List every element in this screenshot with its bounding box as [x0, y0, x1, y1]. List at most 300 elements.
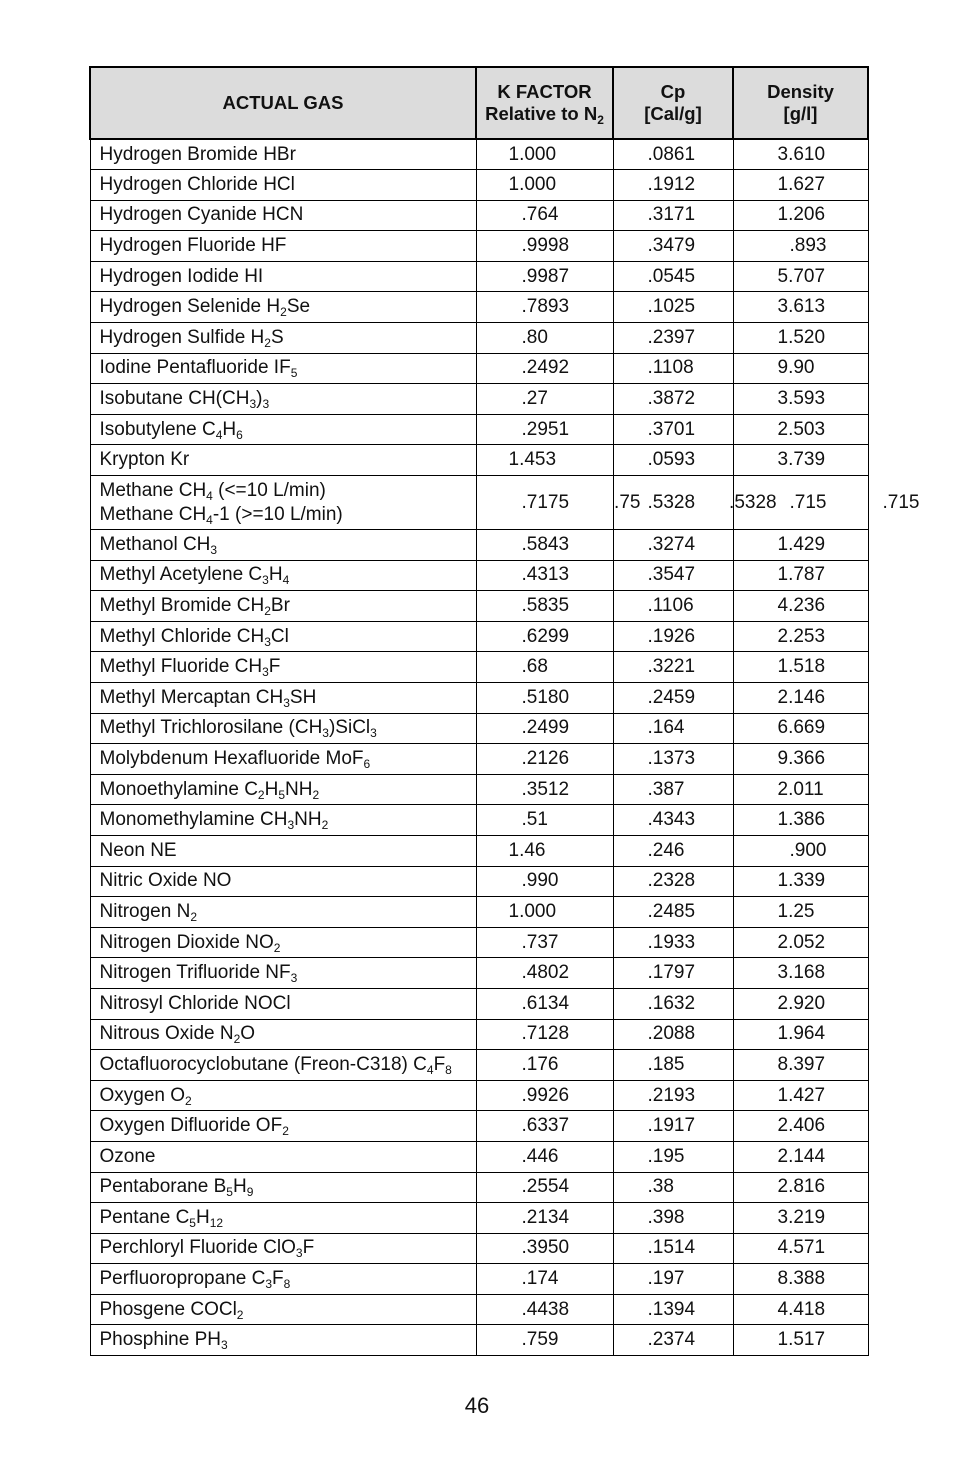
gas-name-subscript: 2 [312, 787, 320, 802]
cell-value: .900 [789, 839, 827, 861]
table-row [90, 1019, 868, 1050]
gas-name-subscript: 12 [209, 1215, 224, 1230]
cell-value: 4.236 [777, 595, 826, 617]
cell-cp [613, 323, 733, 354]
cell-gas-name [90, 988, 476, 1019]
cell-k [476, 1050, 613, 1081]
cell-gas-name [90, 200, 476, 231]
cell-value: .0545 [647, 265, 696, 287]
cell-value: 6.669 [777, 717, 826, 739]
gas-name-text: Isobutylene C [99, 418, 216, 440]
gas-name-text: Nitrogen N [99, 900, 191, 922]
cell-value: 1.386 [777, 809, 826, 831]
gas-name-subscript: 2 [257, 787, 265, 802]
gas-name-text: Cl [270, 625, 289, 647]
cell-d [733, 1019, 868, 1050]
gas-name-text: )SiCl [328, 717, 371, 739]
header-k-factor-line2: Relative to N [485, 103, 598, 124]
gas-name-subscript: 3 [322, 726, 329, 741]
cell-value: 3.610 [777, 143, 826, 165]
cell-d [733, 139, 868, 170]
cell-k [476, 897, 613, 928]
cell-cp [613, 139, 733, 170]
cell-value: 2.503 [777, 418, 826, 440]
cell-value: 1.964 [777, 1023, 826, 1045]
gas-name-subscript: 5 [226, 1185, 233, 1200]
cell-d [733, 927, 868, 958]
gas-name-text: F [272, 1268, 284, 1290]
cell-value: .5835 [521, 595, 570, 617]
gas-name-text: Methyl Bromide CH [99, 595, 265, 617]
gas-name-subscript: 9 [246, 1185, 254, 1200]
header-k-factor [476, 67, 613, 139]
cell-cp [613, 866, 733, 897]
table-row [90, 683, 868, 714]
cell-value: 2.920 [777, 992, 826, 1014]
cell-value: .6337 [521, 1115, 570, 1137]
cell-cp [613, 1019, 733, 1050]
cell-gas-name [90, 835, 476, 866]
gas-name-subscript: 3 [262, 665, 269, 680]
cell-value: 1.627 [777, 173, 826, 195]
cell-value: .246 [647, 839, 685, 861]
cell-d [733, 1325, 868, 1356]
cell-d [733, 476, 920, 530]
cell-gas-name [90, 774, 476, 805]
cell-value: .737 [521, 931, 559, 953]
gas-name-text: (<=10 L/min) [212, 479, 326, 501]
cell-cp [613, 1203, 733, 1234]
cell-gas-name [90, 1325, 476, 1356]
table-row [90, 1294, 868, 1325]
table-row [90, 560, 868, 591]
cell-value: 9.366 [777, 747, 826, 769]
header-density-line1: Density [767, 81, 834, 102]
table-row [90, 988, 868, 1019]
table-row [90, 1050, 868, 1081]
table-row [90, 621, 868, 652]
cell-gas-name [90, 1294, 476, 1325]
cell-gas-name [90, 231, 476, 262]
cell-k [476, 560, 613, 591]
cell-d [733, 805, 868, 836]
cell-gas-name [90, 261, 476, 292]
cell-gas-name [90, 139, 476, 170]
gas-name-subscript: 4 [426, 1062, 434, 1077]
table-body [90, 139, 920, 1356]
cell-cp [613, 1325, 733, 1356]
cell-d [733, 1111, 868, 1142]
gas-name-line1 [100, 479, 476, 503]
cell-k [476, 530, 613, 561]
cell-value: .4438 [521, 1298, 570, 1320]
table-row [90, 744, 868, 775]
table-row [90, 445, 868, 476]
cell-gas-name [90, 744, 476, 775]
table-header [90, 67, 868, 139]
cell-value: .68 [521, 656, 548, 678]
cell-value: .9926 [521, 1084, 570, 1106]
cell-k [476, 927, 613, 958]
cell-value: .6134 [521, 992, 570, 1014]
cell-value: .2492 [521, 357, 570, 379]
cell-d [733, 1141, 868, 1172]
gas-name-text: H [222, 418, 237, 440]
cell-k [476, 683, 613, 714]
cell-cp [613, 1172, 733, 1203]
cell-cp [613, 1264, 733, 1295]
cell-value: .1912 [647, 173, 696, 195]
gas-name-text: Hydrogen Sulfide H [99, 326, 265, 348]
cell-cp [613, 621, 733, 652]
cell-gas-name [90, 560, 476, 591]
cell-k [476, 139, 613, 170]
gas-name-subscript: 3 [262, 573, 269, 588]
gas-name-subscript: 3 [265, 1277, 273, 1292]
gas-name-subscript: 4 [282, 573, 290, 588]
cell-k [476, 1233, 613, 1264]
header-k-factor-line1: K FACTOR [497, 81, 592, 102]
cell-value: .5328 [729, 491, 777, 513]
gas-name-text: Pentaborane B [99, 1176, 227, 1198]
gas-name-text: Oxygen Difluoride OF [99, 1115, 283, 1137]
gas-name-subscript: 3 [262, 397, 270, 412]
cell-value: .7175 [521, 491, 570, 513]
cell-gas-name [90, 170, 476, 201]
gas-name-text: Monoethylamine C [99, 778, 258, 800]
cell-d [733, 652, 868, 683]
cell-k [476, 414, 613, 445]
gas-name-text: Methyl Chloride CH [99, 625, 265, 647]
table-row [90, 1264, 868, 1295]
gas-name-text: Perfluoropropane C [99, 1268, 266, 1290]
cell-d [733, 445, 868, 476]
cell-k [476, 1264, 613, 1295]
cell-value: .9998 [521, 235, 570, 257]
cell-value: 1.517 [777, 1329, 826, 1351]
gas-name-text: Hydrogen Chloride HCl [99, 173, 295, 195]
gas-name-text: Methane CH [99, 479, 207, 501]
cell-cp [613, 1141, 733, 1172]
gas-name-subscript: 5 [278, 787, 286, 802]
cell-k [476, 231, 613, 262]
cell-cp [613, 353, 733, 384]
gas-name-subscript: 3 [283, 695, 290, 710]
cell-cp [613, 384, 733, 415]
cell-value: .2554 [521, 1176, 570, 1198]
cell-k [476, 1141, 613, 1172]
cell-d [733, 744, 868, 775]
cell-value: .759 [521, 1329, 559, 1351]
cell-gas-name [90, 384, 476, 415]
cell-d [733, 292, 868, 323]
gas-name-text: NH [294, 809, 322, 831]
cell-value: .2485 [647, 900, 696, 922]
cell-value: 8.397 [777, 1053, 826, 1075]
gas-name-text: Hydrogen Bromide HBr [99, 143, 296, 165]
cell-d [733, 621, 868, 652]
cell-cp [613, 1050, 733, 1081]
cell-d [733, 683, 868, 714]
cell-gas-name [90, 1050, 476, 1081]
table-row [90, 1233, 868, 1264]
cell-value: 1.518 [777, 656, 826, 678]
gas-name-subscript: 8 [283, 1277, 291, 1292]
header-cp [613, 67, 733, 139]
gas-name-subscript: 2 [282, 1124, 289, 1139]
gas-name-text: Methyl Mercaptan CH [99, 686, 284, 708]
cell-cp [613, 231, 733, 262]
cell-k [476, 774, 613, 805]
gas-name-text: Nitrogen Trifluoride NF [99, 962, 291, 984]
cell-value: 3.613 [777, 296, 826, 318]
cell-value: .387 [647, 778, 685, 800]
gas-name-subscript: 3 [249, 397, 257, 412]
gas-properties-table [89, 66, 920, 1356]
gas-name-text: Methyl Acetylene C [99, 564, 263, 586]
table-row [90, 200, 868, 231]
gas-name-text: Hydrogen Fluoride HF [99, 235, 287, 257]
header-density [733, 67, 868, 139]
gas-name-text: Oxygen O [99, 1084, 186, 1106]
gas-name-text: Neon NE [99, 839, 177, 861]
cell-value: .1373 [647, 747, 696, 769]
gas-name-text: Ozone [99, 1145, 156, 1167]
cell-value: 1.46 [508, 839, 546, 861]
cell-cp [613, 200, 733, 231]
cell-value: .2193 [647, 1084, 696, 1106]
cell-cp [613, 560, 733, 591]
cell-gas-name [90, 1111, 476, 1142]
cell-cp [613, 476, 777, 530]
gas-name-subscript: 6 [363, 756, 371, 771]
gas-name-text: SH [289, 686, 317, 708]
cell-value: .164 [647, 717, 685, 739]
cell-gas-name [90, 1019, 476, 1050]
cell-value: .51 [521, 809, 548, 831]
cell-value: 1.520 [777, 326, 826, 348]
gas-name-text: Phosgene COCl [99, 1298, 237, 1320]
cell-value: 3.739 [777, 449, 826, 471]
header-cp-line2: [Cal/g] [644, 103, 702, 124]
table-row [90, 414, 868, 445]
gas-name-subscript: 4 [206, 512, 213, 527]
cell-k [476, 1203, 613, 1234]
cell-k [476, 384, 613, 415]
cell-d [733, 988, 868, 1019]
cell-cp [613, 170, 733, 201]
gas-name-text: Hydrogen Iodide HI [99, 265, 264, 287]
cell-k [476, 805, 613, 836]
cell-value: .3950 [521, 1237, 570, 1259]
gas-name-subscript: 2 [273, 940, 281, 955]
cell-value: 1.787 [777, 564, 826, 586]
gas-name-subscript: 5 [189, 1215, 196, 1230]
table-row [90, 261, 868, 292]
cell-value: .3872 [647, 388, 696, 410]
cell-cp [613, 683, 733, 714]
header-row [90, 67, 868, 139]
cell-value: 1.000 [508, 900, 557, 922]
cell-value: 1.206 [777, 204, 826, 226]
cell-value: 3.219 [777, 1206, 826, 1228]
table-row [90, 1172, 868, 1203]
cell-k [476, 1019, 613, 1050]
cell-cp [613, 1294, 733, 1325]
cell-gas-name [90, 323, 476, 354]
cell-value: .2397 [647, 326, 696, 348]
gas-name-text: Methyl Fluoride CH [99, 656, 263, 678]
cell-value: .5328 [647, 491, 696, 513]
cell-k [476, 988, 613, 1019]
table-row [90, 1203, 868, 1234]
gas-name-text: Phosphine PH [99, 1329, 221, 1351]
cell-value: 2.011 [777, 778, 824, 800]
cell-value: .7893 [521, 296, 570, 318]
cell-value: .4802 [521, 962, 570, 984]
gas-name-text: F [268, 656, 281, 678]
gas-name-text: Iodine Pentafluoride IF [99, 357, 291, 379]
gas-name-text: Methanol CH [99, 533, 211, 555]
gas-name-subscript: 3 [295, 1246, 303, 1261]
cell-value: .3547 [647, 564, 696, 586]
cell-value: 2.144 [777, 1145, 826, 1167]
cell-d [733, 958, 868, 989]
cell-value: 1.453 [508, 449, 557, 471]
cell-value: .1108 [647, 357, 694, 379]
gas-name-text: Br [270, 595, 290, 617]
cell-cp [613, 713, 733, 744]
cell-gas-name [90, 1233, 476, 1264]
gas-name-subscript: 3 [290, 971, 298, 986]
cell-value: 9.90 [777, 357, 815, 379]
cell-k [476, 1111, 613, 1142]
gas-name-text: Se [286, 296, 311, 318]
cell-d [733, 414, 868, 445]
gas-name-line2 [100, 503, 476, 527]
gas-name-subscript: 4 [215, 427, 223, 442]
table-row [90, 805, 868, 836]
gas-name-subscript: 2 [264, 604, 271, 619]
gas-name-text: Krypton Kr [99, 449, 190, 471]
cell-value: 1.339 [777, 870, 826, 892]
cell-value: .38 [647, 1176, 674, 1198]
cell-cp [613, 897, 733, 928]
cell-value: 3.593 [777, 388, 826, 410]
cell-value: .27 [521, 388, 548, 410]
cell-value: .2374 [647, 1329, 696, 1351]
cell-value: .4313 [521, 564, 570, 586]
cell-gas-name [90, 927, 476, 958]
gas-name-subscript: 6 [236, 427, 243, 442]
table-row [90, 292, 868, 323]
gas-name-text: Methane CH [99, 503, 207, 525]
cell-value: .1025 [647, 296, 696, 318]
cell-cp [613, 1233, 733, 1264]
cell-gas-name [90, 1141, 476, 1172]
cell-k [476, 1294, 613, 1325]
cell-value: 2.146 [777, 686, 826, 708]
table-row [90, 1080, 868, 1111]
cell-k [476, 323, 613, 354]
cell-cp [613, 774, 733, 805]
table-row [90, 927, 868, 958]
cell-cp [613, 805, 733, 836]
cell-d [733, 530, 868, 561]
gas-name-text: H [195, 1206, 210, 1228]
table-row [90, 897, 868, 928]
table-row [90, 1141, 868, 1172]
cell-cp [613, 414, 733, 445]
gas-name-text: Nitrous Oxide N [99, 1023, 234, 1045]
cell-d [733, 591, 868, 622]
gas-name-text: Molybdenum Hexafluoride MoF [99, 747, 364, 769]
gas-name-text: Nitrosyl Chloride NOCl [99, 992, 291, 1014]
cell-d [733, 1233, 868, 1264]
header-actual-gas: ACTUAL GAS [90, 67, 476, 139]
cell-k [476, 866, 613, 897]
cell-d [733, 1050, 868, 1081]
cell-d [733, 170, 868, 201]
cell-cp [613, 927, 733, 958]
cell-d [733, 774, 868, 805]
cell-value: 2.406 [777, 1115, 826, 1137]
cell-gas-name [90, 414, 476, 445]
gas-name-subscript: 2 [264, 335, 271, 350]
gas-name-subscript: 3 [220, 1338, 228, 1353]
cell-cp [613, 261, 733, 292]
cell-value: .0861 [647, 143, 696, 165]
gas-name-text: S [270, 326, 284, 348]
cell-d [733, 897, 868, 928]
cell-cp [613, 958, 733, 989]
cell-cp [613, 530, 733, 561]
table-row [90, 170, 868, 201]
cell-value: .2328 [647, 870, 696, 892]
cell-d [733, 835, 868, 866]
cell-d [733, 384, 868, 415]
cell-d [733, 353, 868, 384]
table-row [90, 774, 868, 805]
cell-value: .1926 [647, 625, 696, 647]
gas-name-subscript: 3 [370, 726, 377, 741]
cell-value: .3701 [647, 418, 696, 440]
cell-d [733, 560, 868, 591]
cell-k [476, 445, 613, 476]
table-row [90, 323, 868, 354]
cell-value: 2.253 [777, 625, 826, 647]
gas-name-subscript: 2 [233, 1032, 241, 1047]
table-row [90, 1325, 868, 1356]
table-row [90, 652, 868, 683]
header-k-factor-sub: 2 [597, 113, 604, 127]
cell-k [476, 958, 613, 989]
cell-gas-name [90, 530, 476, 561]
cell-value: .764 [521, 204, 559, 226]
table-row [90, 231, 868, 262]
gas-name-subscript: 2 [236, 1307, 244, 1322]
cell-d [733, 866, 868, 897]
cell-value: 5.707 [777, 265, 826, 287]
cell-d [733, 1264, 868, 1295]
cell-value: .185 [647, 1053, 685, 1075]
cell-k [476, 200, 613, 231]
page-number: 46 [464, 1393, 490, 1418]
table-row [90, 353, 868, 384]
cell-gas-name [90, 1264, 476, 1295]
cell-value: .195 [647, 1145, 685, 1167]
cell-value: .197 [647, 1268, 685, 1290]
